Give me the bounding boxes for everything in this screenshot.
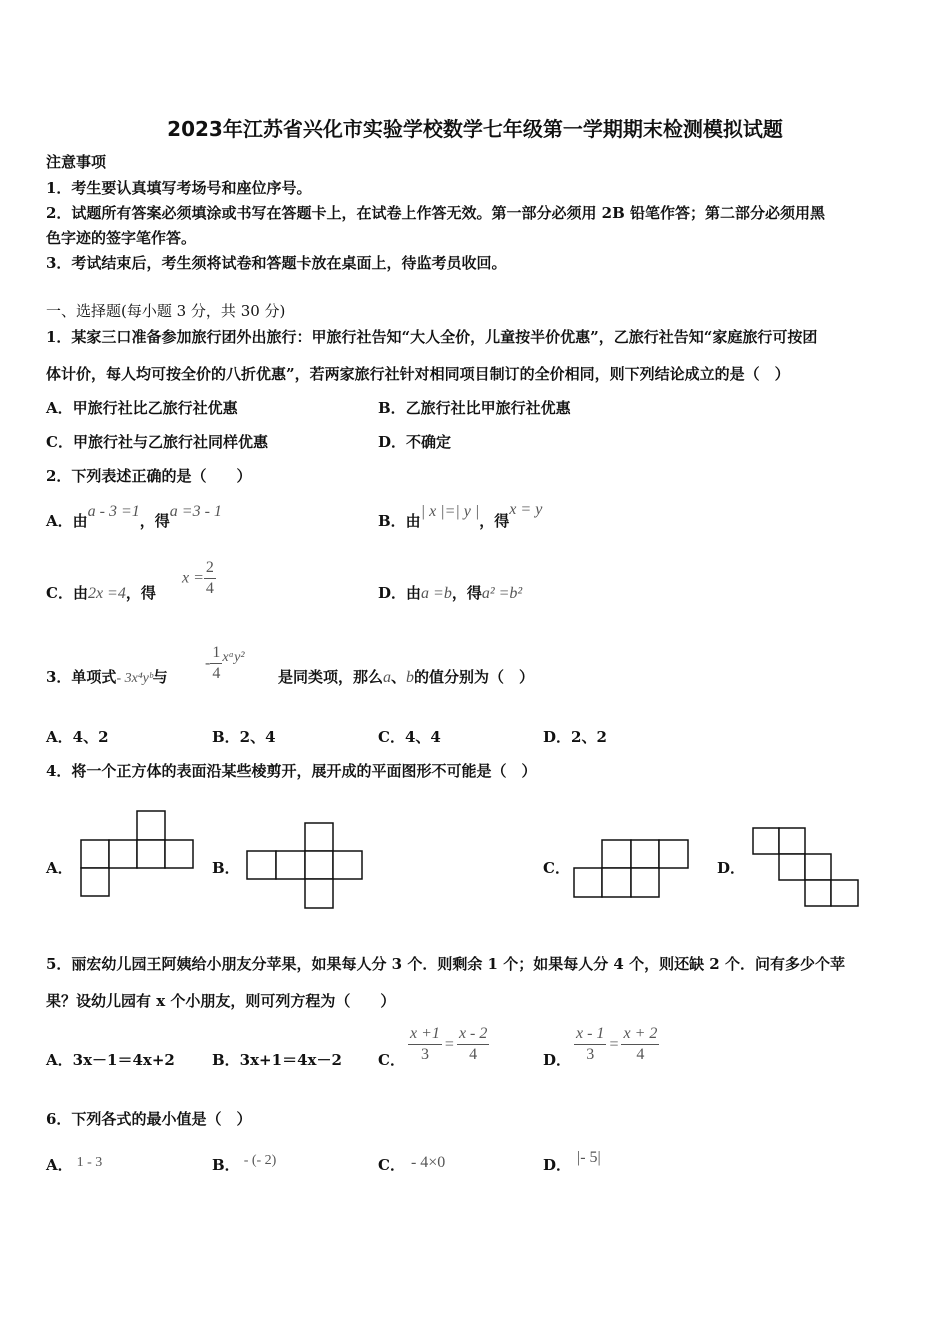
q4-figure-b [244, 820, 366, 914]
q4-label-d: D． [717, 859, 746, 877]
q3-neg: - [205, 654, 211, 672]
q4-figure-a [78, 808, 198, 900]
q4-label-a: A． [46, 859, 73, 877]
q6-option-a [46, 1156, 102, 1176]
q6-option-b [212, 1153, 277, 1176]
q5-c-den2: 4 [469, 1046, 478, 1063]
q2-c-denominator: 4 [205, 580, 214, 597]
q2-option-d [378, 584, 522, 603]
q5-d-fraction-2 [621, 1024, 659, 1065]
q5-d-num2: x + 2 [621, 1024, 659, 1045]
q3-denominator: 4 [212, 665, 221, 682]
q2-c-numerator: 2 [204, 558, 216, 579]
q5-d-fraction-1 [574, 1024, 606, 1065]
q2-d-eq1: a =b [421, 585, 452, 602]
q4-label-c: C． [543, 859, 570, 877]
q2-c-mid: ，得 [125, 584, 156, 602]
q6-b-expr: - (- 2) [243, 1153, 277, 1168]
q1-stem-line2: 体计价，每人均可按全价的八折优惠”，若两家旅行社针对相同项目制订的全价相同，则下列结论成立的是（ ） [46, 365, 790, 383]
notice-item-2: 2．试题所有答案必须填涂或书写在答题卡上，在试卷上作答无效。第一部分必须用 2B 铅笔作答；第二部分必须用黑 [46, 204, 826, 222]
q2-a-label: A．由 [46, 512, 88, 530]
q3-option-d: D．2、2 [543, 728, 607, 746]
q4-figure-d [750, 825, 862, 909]
q5-c-fraction-2 [457, 1024, 489, 1065]
q5-label-c: C． [378, 1051, 405, 1069]
q2-b-eq1: | x |=| y | [420, 503, 480, 520]
q6-option-d [543, 1149, 601, 1175]
q5-d-den1: 3 [586, 1046, 595, 1063]
q5-option-b: B．3x+1＝4x－2 [212, 1051, 342, 1069]
q2-stem: 2．下列表述正确的是（ ） [46, 467, 252, 485]
q2-c-fraction [204, 558, 216, 599]
q4-figure-c [571, 837, 693, 901]
q5-stem-line2: 果？设幼儿园有 x 个小朋友，则可列方程为（ ） [46, 992, 396, 1010]
q5-c-fraction-1 [408, 1024, 442, 1065]
q3-stem-cont [278, 668, 534, 687]
q6-c-label: C． [378, 1156, 405, 1174]
q6-d-expr: |- 5| [577, 1149, 601, 1166]
q5-c-den1: 3 [420, 1046, 429, 1063]
q2-b-mid: ，得 [479, 512, 510, 530]
q3-option-b: B．2、4 [212, 728, 276, 746]
q6-b-label: B． [212, 1156, 240, 1174]
q3-var-b: b [406, 669, 415, 686]
q5-d-num1: x - 1 [574, 1024, 606, 1045]
q5-stem-line1: 5．丽宏幼儿园王阿姨给小朋友分苹果，如果每人分 3 个．则剩余 1 个；如果每人分 4 个，则还缺 2 个．问有多少个苹 [46, 955, 845, 973]
q2-a-mid: ，得 [139, 512, 170, 530]
q6-a-label: A． [46, 1156, 73, 1174]
q6-c-expr: - 4×0 [410, 1154, 446, 1171]
q5-option-a: A．3x－1＝4x+2 [46, 1051, 175, 1069]
q4-label-b: B． [212, 859, 240, 877]
q6-d-label: D． [543, 1156, 572, 1174]
q3-stem [46, 668, 168, 688]
notice-item-3: 3．考试结束后，考生须将试卷和答题卡放在桌面上，待监考员收回。 [46, 254, 507, 272]
q5-d-den2: 4 [636, 1046, 645, 1063]
q6-option-c [378, 1156, 445, 1175]
q5-c-num1: x +1 [408, 1024, 442, 1045]
q5-option-c [408, 1024, 489, 1065]
q5-option-d [574, 1024, 659, 1065]
q3-monomial-2: xᵃy² [222, 649, 245, 665]
q2-d-label: D．由 [378, 584, 422, 602]
notice-item-1: 1．考生要认真填写考场号和座位序号。 [46, 179, 312, 197]
q3-option-c: C．4、4 [378, 728, 441, 746]
q2-c-eq1: 2x =4 [87, 585, 126, 602]
q2-option-b [378, 501, 543, 531]
q1-option-b: B．乙旅行社比甲旅行社优惠 [378, 399, 571, 417]
q2-a-eq1: a - 3 =1 [87, 503, 140, 520]
q4-stem: 4．将一个正方体的表面沿某些棱剪开，展开成的平面图形不可能是（ ） [46, 762, 537, 780]
q1-option-d: D．不确定 [378, 433, 452, 451]
q5-label-d: D． [543, 1051, 572, 1069]
q2-b-eq2: x = y [509, 501, 543, 518]
q3-mid: 是同类项，那么 [278, 668, 384, 686]
notice-item-2-cont: 色字迹的签字笔作答。 [46, 229, 197, 247]
q5-c-num2: x - 2 [457, 1024, 489, 1045]
q3-with: 与 [152, 668, 168, 686]
q3-fraction [210, 643, 222, 684]
q3-var-a: a [383, 669, 392, 686]
q1-option-c: C．甲旅行社与乙旅行社同样优惠 [46, 433, 268, 451]
q6-a-expr: 1 - 3 [76, 1155, 103, 1170]
q2-a-eq2: a =3 - 1 [169, 503, 222, 520]
q3-monomial-2-group [205, 643, 245, 684]
page-title: 2023年江苏省兴化市实验学校数学七年级第一学期期末检测模拟试题 [167, 117, 783, 141]
q2-c-lhs: x = [182, 569, 204, 587]
q5-d-equals: = [609, 1035, 619, 1053]
q3-pre: 3．单项式 [46, 668, 117, 686]
q3-option-a: A．4、2 [46, 728, 109, 746]
q2-option-a [46, 503, 222, 531]
q3-monomial-1: - 3x⁴yᵇ [116, 671, 153, 686]
q6-stem: 6．下列各式的最小值是（ ） [46, 1110, 252, 1128]
q2-c-label: C．由 [46, 584, 88, 602]
q2-d-mid: ，得 [451, 584, 482, 602]
q2-b-label: B．由 [378, 512, 421, 530]
q1-option-a: A．甲旅行社比乙旅行社优惠 [46, 399, 238, 417]
q3-numerator: 1 [210, 643, 222, 664]
q3-post: 的值分别为（ ） [414, 668, 535, 686]
q1-stem-line1: 1．某家三口准备参加旅行团外出旅行：甲旅行社告知“大人全价，儿童按半价优惠”，乙旅行社告知“家庭旅行可按团 [46, 328, 818, 346]
notice-heading: 注意事项 [46, 153, 107, 171]
section-heading: 一、选择题(每小题 3 分，共 30 分) [46, 302, 286, 320]
q2-option-c [46, 584, 156, 603]
q2-d-eq2: a² =b² [481, 585, 523, 602]
q5-c-equals: = [444, 1035, 454, 1053]
q2-c-result [182, 558, 216, 599]
q3-sep: 、 [391, 668, 407, 686]
